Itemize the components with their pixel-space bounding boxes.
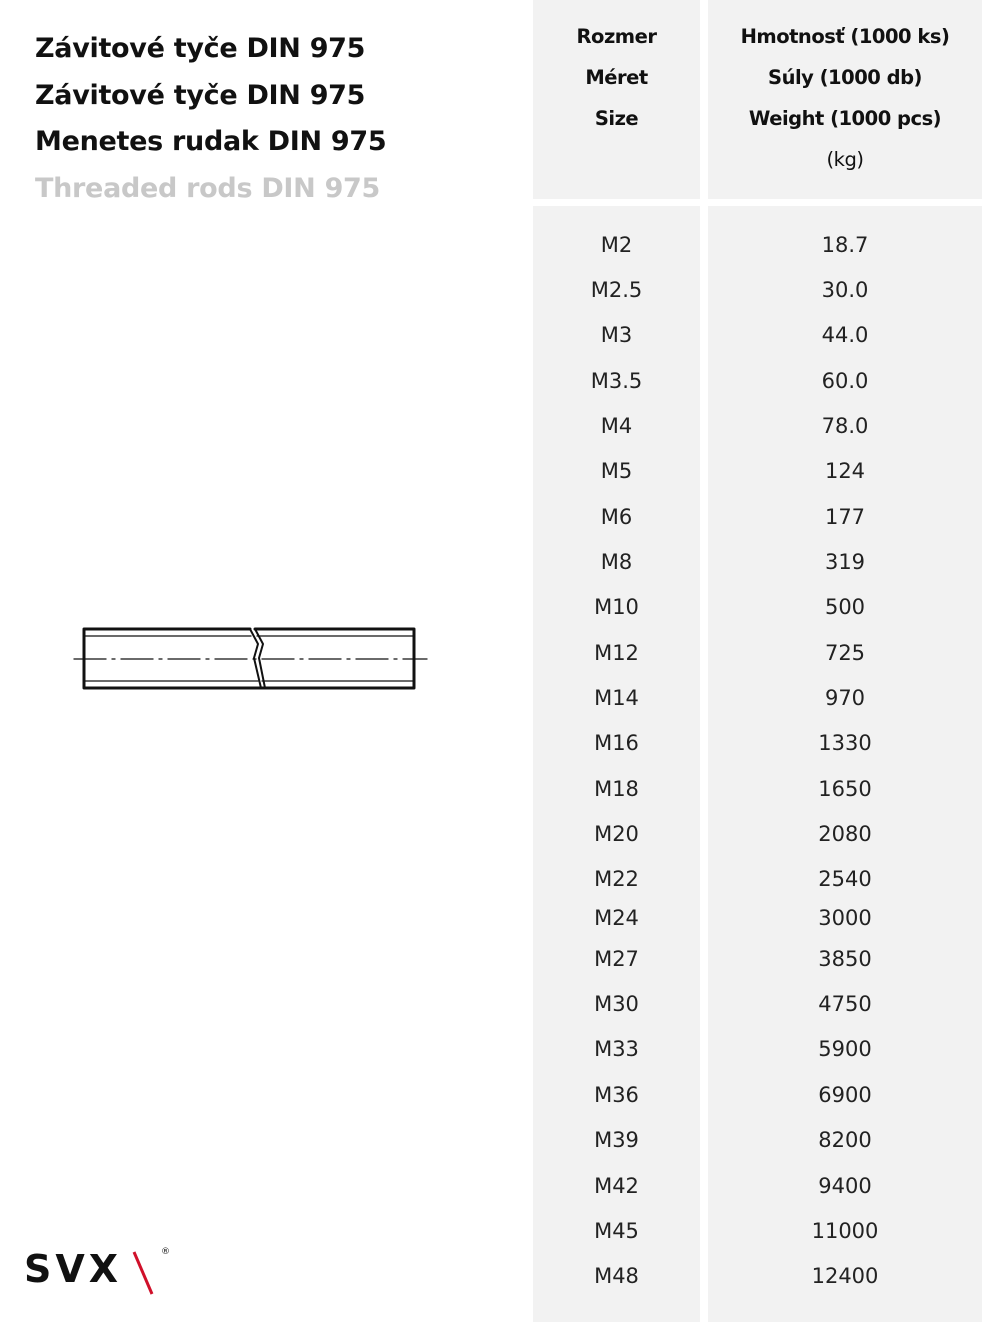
size-cell: M42: [594, 1174, 639, 1198]
weight-cell: 8200: [818, 1128, 872, 1152]
size-cell: M18: [594, 777, 639, 801]
weight-cell: 725: [824, 641, 866, 665]
weight-cell: 9400: [818, 1174, 872, 1198]
weight-cell: 4750: [818, 992, 872, 1016]
weight-cell: 12400: [811, 1264, 879, 1288]
size-cell: M4: [600, 414, 633, 438]
size-cell: M36: [594, 1083, 639, 1107]
weight-cell: 970: [824, 686, 866, 710]
weight-header-en: Weight (1000 pcs): [748, 107, 942, 130]
size-cell: M8: [600, 550, 633, 574]
weight-cell: 177: [824, 505, 866, 529]
logo-accent-mark: [134, 1252, 152, 1294]
size-cell: M27: [594, 947, 639, 971]
weight-cell: 5900: [818, 1037, 872, 1061]
size-cell: M48: [594, 1264, 639, 1288]
size-header-sk: Rozmer: [576, 25, 657, 48]
weight-cell: 319: [824, 550, 866, 574]
threaded-rod-icon: [72, 626, 432, 694]
weight-header-hu: Súly (1000 db): [768, 66, 922, 89]
weight-cell: 30.0: [821, 278, 869, 302]
weight-cell: 18.7: [821, 233, 869, 257]
size-cell: M33: [594, 1037, 639, 1061]
size-cell: M2.5: [590, 278, 643, 302]
weight-cell: 78.0: [821, 414, 869, 438]
weight-cell: 124: [824, 459, 866, 483]
weight-cell: 1330: [818, 731, 872, 755]
weight-header-unit: (kg): [826, 148, 864, 171]
size-cell: M16: [594, 731, 639, 755]
weight-cell: 6900: [818, 1083, 872, 1107]
weight-cell: 11000: [811, 1219, 879, 1243]
size-cell: M5: [600, 459, 633, 483]
weight-cell: 3850: [818, 947, 872, 971]
size-cell: M12: [594, 641, 639, 665]
title-slovak: Závitové tyče DIN 975: [35, 33, 366, 64]
svx-logo: [24, 1242, 174, 1298]
size-cell: M45: [594, 1219, 639, 1243]
size-cell: M22: [594, 867, 639, 891]
weight-cell: 500: [824, 595, 866, 619]
weight-cell: 1650: [818, 777, 872, 801]
weight-cell: 3000: [818, 906, 872, 930]
weight-cell: 60.0: [821, 369, 869, 393]
size-cell: M24: [594, 906, 639, 930]
size-cell: M30: [594, 992, 639, 1016]
size-cell: M3: [600, 323, 633, 347]
weight-column-header: [708, 0, 982, 199]
size-cell: M10: [594, 595, 639, 619]
weight-cell: 2540: [818, 867, 872, 891]
registered-mark: ®: [161, 1247, 170, 1257]
weight-cell: 2080: [818, 822, 872, 846]
size-cell: M39: [594, 1128, 639, 1152]
size-cell: M6: [600, 505, 633, 529]
size-cell: M2: [600, 233, 633, 257]
title-block: [35, 26, 386, 212]
weight-header-sk: Hmotnosť (1000 ks): [740, 25, 950, 48]
size-header-en: Size: [594, 107, 639, 130]
weight-cell: 44.0: [821, 323, 869, 347]
logo-text: SVX: [24, 1247, 123, 1291]
title-english: Threaded rods DIN 975: [35, 172, 381, 204]
size-cell: M20: [594, 822, 639, 846]
title-czech: Závitové tyče DIN 975: [35, 79, 366, 111]
title-hungarian: Menetes rudak DIN 975: [35, 126, 387, 157]
size-cell: M3.5: [590, 369, 643, 393]
size-column-header: [533, 0, 700, 199]
size-cell: M14: [594, 686, 639, 710]
size-header-hu: Méret: [585, 66, 648, 89]
